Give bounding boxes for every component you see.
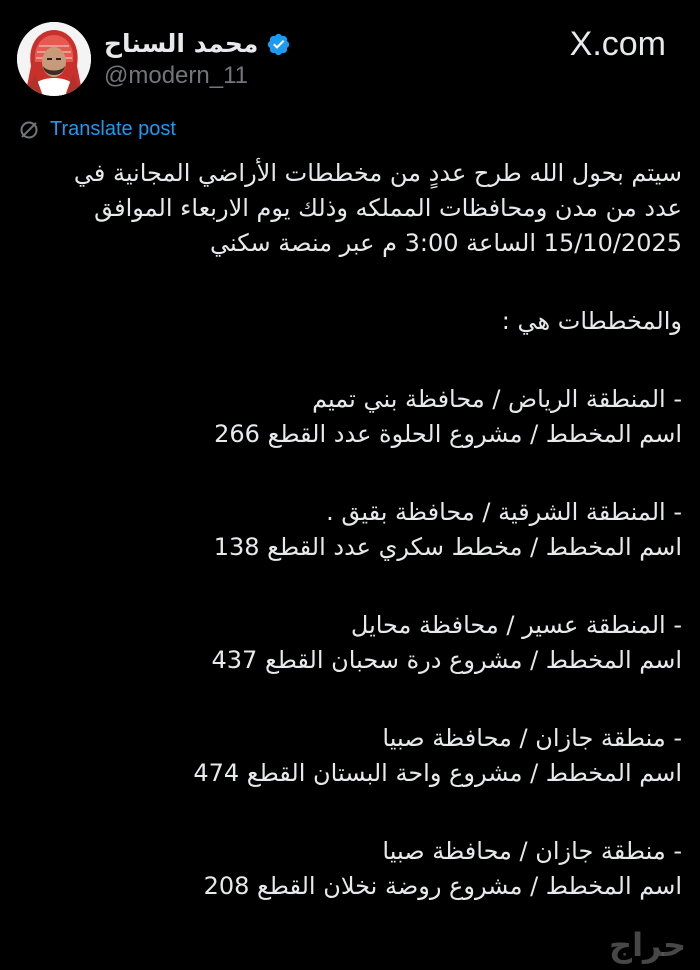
entry-5-region: - منطقة جازان / محافظة صبيا xyxy=(382,837,682,865)
x-brand-text: X.com xyxy=(569,25,666,63)
entry-2-region: - المنطقة الشرقية / محافظة بقيق . xyxy=(326,498,682,526)
post-header xyxy=(0,0,700,110)
avatar-portrait-icon xyxy=(17,22,91,96)
entry-4-plan: اسم المخطط / مشروع واحة البستان القطع 474 xyxy=(193,759,682,787)
translate-icon xyxy=(18,119,40,141)
x-brand xyxy=(570,24,666,64)
entry-1-region: - المنطقة الرياض / محافظة بني تميم xyxy=(312,385,682,413)
entry-3-plan: اسم المخطط / مشروع درة سحبان القطع 437 xyxy=(211,646,682,674)
post-intro-line-3: 15/10/2025 الساعة 3:00 م عبر منصة سكني xyxy=(210,229,682,257)
post-list-heading: والمخططات هي : xyxy=(501,307,682,335)
entry-4-region: - منطقة جازان / محافظة صبيا xyxy=(382,724,682,752)
haraj-watermark: حراج xyxy=(609,926,686,964)
author-avatar[interactable] xyxy=(17,22,91,96)
post-text xyxy=(12,156,682,904)
post-intro-line-2: عدد من مدن ومحافظات المملكه وذلك يوم الاربعاء الموافق xyxy=(94,194,682,222)
entry-2-plan: اسم المخطط / مخطط سكري عدد القطع 138 xyxy=(213,533,682,561)
entry-1-plan: اسم المخطط / مشروع الحلوة عدد القطع 266 xyxy=(214,420,682,448)
verified-badge-icon xyxy=(266,32,291,57)
post-intro-line-1: سيتم بحول الله طرح عددٍ من مخططات الأراضي المجانية في xyxy=(73,159,682,187)
entry-5-plan: اسم المخطط / مشروع روضة نخلان القطع 208 xyxy=(203,872,682,900)
entry-3-region: - المنطقة عسير / محافظة محايل xyxy=(350,611,682,639)
author-handle[interactable]: @modern_11 xyxy=(104,62,248,89)
author-name-row xyxy=(104,28,291,60)
translate-post-link[interactable] xyxy=(18,118,176,141)
author-display-name[interactable]: محمد السناح xyxy=(104,29,259,58)
translate-post-label: Translate post xyxy=(50,118,176,140)
